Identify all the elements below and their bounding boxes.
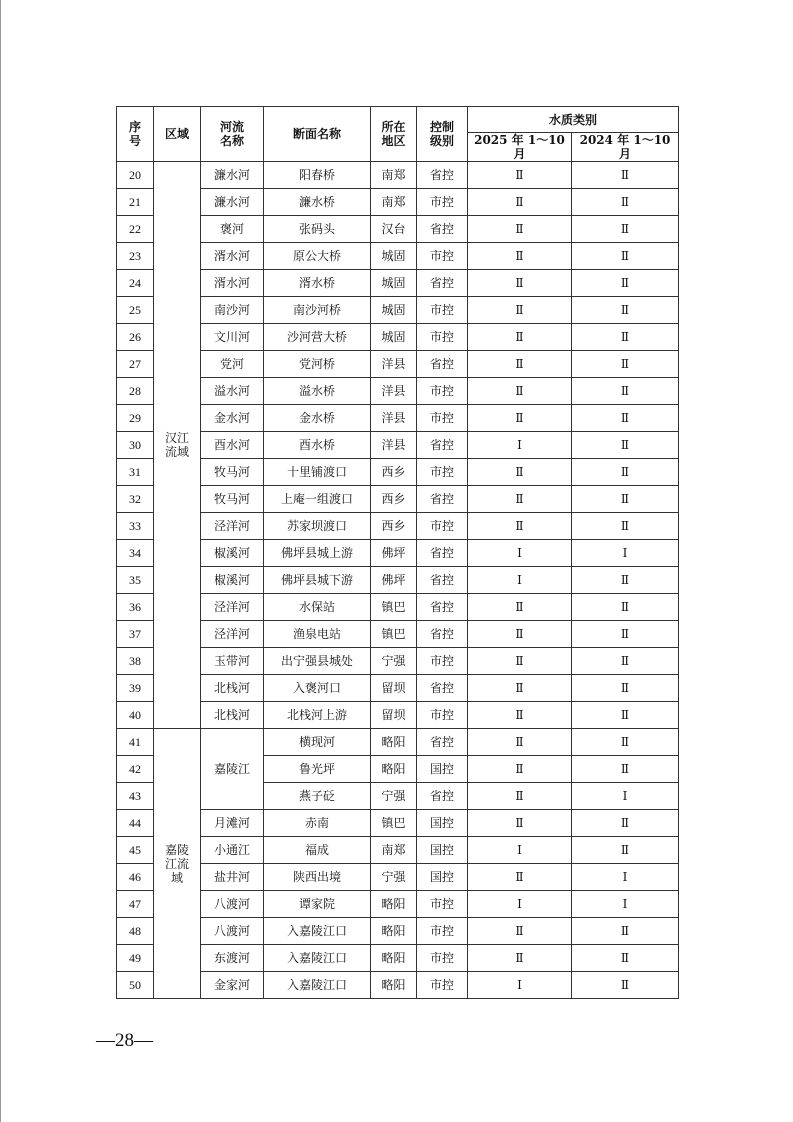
header-period-2025: 2025 年 1～10 月 bbox=[468, 133, 572, 162]
row-number: 26 bbox=[117, 324, 154, 351]
section-cell: 原公大桥 bbox=[264, 243, 371, 270]
location-cell: 城固 bbox=[371, 297, 417, 324]
control-cell: 市控 bbox=[417, 891, 468, 918]
quality-2024-cell: Ⅱ bbox=[572, 513, 679, 540]
quality-2025-cell: Ⅱ bbox=[468, 405, 572, 432]
location-cell: 宁强 bbox=[371, 864, 417, 891]
river-cell: 椒溪河 bbox=[201, 540, 264, 567]
river-cell: 溢水河 bbox=[201, 378, 264, 405]
header-river bbox=[201, 107, 264, 162]
row-number: 28 bbox=[117, 378, 154, 405]
quality-2024-cell: Ⅱ bbox=[572, 918, 679, 945]
row-number: 24 bbox=[117, 270, 154, 297]
location-cell: 宁强 bbox=[371, 648, 417, 675]
header-control-line-2: 级别 bbox=[429, 134, 454, 148]
section-cell: 入嘉陵江口 bbox=[264, 945, 371, 972]
quality-2025-cell: Ⅰ bbox=[468, 837, 572, 864]
row-number: 21 bbox=[117, 189, 154, 216]
row-number: 38 bbox=[117, 648, 154, 675]
header-section: 断面名称 bbox=[264, 107, 371, 162]
section-cell: 谭家院 bbox=[264, 891, 371, 918]
quality-2025-cell: Ⅱ bbox=[468, 270, 572, 297]
river-cell: 湑水河 bbox=[201, 243, 264, 270]
quality-2024-cell: Ⅱ bbox=[572, 648, 679, 675]
quality-2024-cell: Ⅱ bbox=[572, 972, 679, 999]
section-cell: 濂水桥 bbox=[264, 189, 371, 216]
control-cell: 省控 bbox=[417, 540, 468, 567]
location-cell: 洋县 bbox=[371, 378, 417, 405]
quality-2025-cell: Ⅱ bbox=[468, 324, 572, 351]
location-cell: 城固 bbox=[371, 243, 417, 270]
table-row bbox=[117, 351, 679, 378]
quality-2024-cell: Ⅰ bbox=[572, 783, 679, 810]
page-number: —28— bbox=[96, 1030, 153, 1051]
region-line: 江流 bbox=[164, 856, 189, 871]
row-number: 48 bbox=[117, 918, 154, 945]
section-cell: 沙河营大桥 bbox=[264, 324, 371, 351]
location-cell: 西乡 bbox=[371, 486, 417, 513]
location-cell: 镇巴 bbox=[371, 594, 417, 621]
quality-2024-cell: Ⅰ bbox=[572, 891, 679, 918]
section-cell: 北栈河上游 bbox=[264, 702, 371, 729]
row-number: 43 bbox=[117, 783, 154, 810]
quality-2024-cell: Ⅱ bbox=[572, 810, 679, 837]
control-cell: 市控 bbox=[417, 324, 468, 351]
quality-2025-cell: Ⅱ bbox=[468, 162, 572, 189]
quality-2025-cell: Ⅱ bbox=[468, 189, 572, 216]
quality-2025-cell: Ⅰ bbox=[468, 891, 572, 918]
region-line: 流域 bbox=[164, 445, 189, 459]
quality-2024-cell: Ⅱ bbox=[572, 594, 679, 621]
quality-2024-cell: Ⅱ bbox=[572, 945, 679, 972]
header-period-2024: 2024 年 1～10 月 bbox=[572, 133, 679, 162]
location-cell: 南郑 bbox=[371, 837, 417, 864]
location-cell: 佛坪 bbox=[371, 540, 417, 567]
river-cell: 八渡河 bbox=[201, 918, 264, 945]
quality-2024-cell: Ⅱ bbox=[572, 162, 679, 189]
river-cell: 泾洋河 bbox=[201, 621, 264, 648]
row-number: 44 bbox=[117, 810, 154, 837]
row-number: 39 bbox=[117, 675, 154, 702]
section-cell: 党河桥 bbox=[264, 351, 371, 378]
control-cell: 省控 bbox=[417, 567, 468, 594]
section-cell: 入嘉陵江口 bbox=[264, 918, 371, 945]
location-cell: 洋县 bbox=[371, 432, 417, 459]
quality-2024-cell: Ⅰ bbox=[572, 864, 679, 891]
quality-2024-cell: Ⅱ bbox=[572, 243, 679, 270]
quality-2024-cell: Ⅱ bbox=[572, 378, 679, 405]
quality-2025-cell: Ⅱ bbox=[468, 216, 572, 243]
region-cell-hanjiang bbox=[154, 162, 201, 729]
quality-2024-cell: Ⅱ bbox=[572, 621, 679, 648]
row-number: 42 bbox=[117, 756, 154, 783]
river-cell: 酉水河 bbox=[201, 432, 264, 459]
table-row bbox=[117, 270, 679, 297]
quality-2025-cell: Ⅰ bbox=[468, 540, 572, 567]
control-cell: 省控 bbox=[417, 621, 468, 648]
location-cell: 留坝 bbox=[371, 675, 417, 702]
control-cell: 省控 bbox=[417, 594, 468, 621]
quality-2025-cell: Ⅱ bbox=[468, 621, 572, 648]
quality-2024-cell: Ⅱ bbox=[572, 675, 679, 702]
control-cell: 市控 bbox=[417, 189, 468, 216]
header-seq bbox=[117, 107, 154, 162]
table-body bbox=[117, 162, 679, 999]
section-cell: 湑水桥 bbox=[264, 270, 371, 297]
section-cell: 南沙河桥 bbox=[264, 297, 371, 324]
river-cell: 濂水河 bbox=[201, 189, 264, 216]
quality-2024-cell: Ⅱ bbox=[572, 405, 679, 432]
river-cell: 泾洋河 bbox=[201, 513, 264, 540]
quality-2025-cell: Ⅱ bbox=[468, 486, 572, 513]
row-number: 45 bbox=[117, 837, 154, 864]
location-cell: 略阳 bbox=[371, 729, 417, 756]
table-row bbox=[117, 567, 679, 594]
location-cell: 西乡 bbox=[371, 459, 417, 486]
river-cell: 东渡河 bbox=[201, 945, 264, 972]
control-cell: 市控 bbox=[417, 459, 468, 486]
river-cell: 濂水河 bbox=[201, 162, 264, 189]
row-number: 25 bbox=[117, 297, 154, 324]
water-quality-table bbox=[116, 106, 679, 999]
section-cell: 燕子砭 bbox=[264, 783, 371, 810]
quality-2025-cell: Ⅱ bbox=[468, 756, 572, 783]
table-row bbox=[117, 405, 679, 432]
river-cell: 小通江 bbox=[201, 837, 264, 864]
table-row bbox=[117, 837, 679, 864]
section-cell: 出宁强县城处 bbox=[264, 648, 371, 675]
table-row bbox=[117, 297, 679, 324]
quality-2025-cell: Ⅱ bbox=[468, 675, 572, 702]
control-cell: 市控 bbox=[417, 297, 468, 324]
table-row bbox=[117, 324, 679, 351]
table-row bbox=[117, 162, 679, 189]
control-cell: 省控 bbox=[417, 783, 468, 810]
control-cell: 省控 bbox=[417, 216, 468, 243]
river-cell: 玉带河 bbox=[201, 648, 264, 675]
location-cell: 南郑 bbox=[371, 162, 417, 189]
section-cell: 溢水桥 bbox=[264, 378, 371, 405]
table-row bbox=[117, 189, 679, 216]
quality-2025-cell: Ⅱ bbox=[468, 378, 572, 405]
section-cell: 苏家坝渡口 bbox=[264, 513, 371, 540]
region-line: 汉江 bbox=[164, 431, 189, 445]
table-row bbox=[117, 972, 679, 999]
control-cell: 省控 bbox=[417, 729, 468, 756]
section-cell: 佛坪县城上游 bbox=[264, 540, 371, 567]
location-cell: 略阳 bbox=[371, 918, 417, 945]
quality-2025-cell: Ⅰ bbox=[468, 567, 572, 594]
section-cell: 鲁光坪 bbox=[264, 756, 371, 783]
table-row bbox=[117, 675, 679, 702]
river-cell: 八渡河 bbox=[201, 891, 264, 918]
control-cell: 市控 bbox=[417, 918, 468, 945]
river-cell: 南沙河 bbox=[201, 297, 264, 324]
row-number: 20 bbox=[117, 162, 154, 189]
table-row bbox=[117, 918, 679, 945]
row-number: 29 bbox=[117, 405, 154, 432]
location-cell: 宁强 bbox=[371, 783, 417, 810]
table-row bbox=[117, 945, 679, 972]
section-cell: 陕西出境 bbox=[264, 864, 371, 891]
quality-2024-cell: Ⅱ bbox=[572, 729, 679, 756]
section-cell: 赤南 bbox=[264, 810, 371, 837]
river-cell: 椒溪河 bbox=[201, 567, 264, 594]
table-row bbox=[117, 621, 679, 648]
row-number: 40 bbox=[117, 702, 154, 729]
section-cell: 佛坪县城下游 bbox=[264, 567, 371, 594]
row-number: 36 bbox=[117, 594, 154, 621]
row-number: 33 bbox=[117, 513, 154, 540]
header-quality: 水质类别 bbox=[468, 107, 679, 133]
location-cell: 略阳 bbox=[371, 756, 417, 783]
location-cell: 城固 bbox=[371, 324, 417, 351]
location-cell: 镇巴 bbox=[371, 621, 417, 648]
section-cell: 入褒河口 bbox=[264, 675, 371, 702]
control-cell: 市控 bbox=[417, 945, 468, 972]
quality-2025-cell: Ⅱ bbox=[468, 243, 572, 270]
control-cell: 国控 bbox=[417, 864, 468, 891]
table-row bbox=[117, 459, 679, 486]
table-row bbox=[117, 216, 679, 243]
header-region: 区域 bbox=[154, 107, 201, 162]
row-number: 22 bbox=[117, 216, 154, 243]
table-row bbox=[117, 891, 679, 918]
quality-2024-cell: Ⅱ bbox=[572, 270, 679, 297]
control-cell: 省控 bbox=[417, 675, 468, 702]
quality-2024-cell: Ⅱ bbox=[572, 351, 679, 378]
river-cell: 褒河 bbox=[201, 216, 264, 243]
river-cell: 牧马河 bbox=[201, 486, 264, 513]
table-row bbox=[117, 243, 679, 270]
section-cell: 水保站 bbox=[264, 594, 371, 621]
table-row bbox=[117, 486, 679, 513]
control-cell: 市控 bbox=[417, 648, 468, 675]
row-number: 49 bbox=[117, 945, 154, 972]
table-row bbox=[117, 513, 679, 540]
header-control-line-1: 控制 bbox=[429, 120, 454, 134]
row-number: 50 bbox=[117, 972, 154, 999]
table-row bbox=[117, 810, 679, 837]
quality-2024-cell: Ⅱ bbox=[572, 189, 679, 216]
table-row bbox=[117, 864, 679, 891]
control-cell: 市控 bbox=[417, 405, 468, 432]
region-cell-jialing bbox=[154, 729, 201, 999]
quality-2024-cell: Ⅱ bbox=[572, 297, 679, 324]
quality-2025-cell: Ⅱ bbox=[468, 783, 572, 810]
row-number: 30 bbox=[117, 432, 154, 459]
row-number: 41 bbox=[117, 729, 154, 756]
location-cell: 佛坪 bbox=[371, 567, 417, 594]
river-cell: 泾洋河 bbox=[201, 594, 264, 621]
section-cell: 酉水桥 bbox=[264, 432, 371, 459]
river-cell: 党河 bbox=[201, 351, 264, 378]
location-cell: 南郑 bbox=[371, 189, 417, 216]
header-location bbox=[371, 107, 417, 162]
table-row bbox=[117, 702, 679, 729]
quality-2025-cell: Ⅱ bbox=[468, 594, 572, 621]
control-cell: 省控 bbox=[417, 162, 468, 189]
quality-2025-cell: Ⅱ bbox=[468, 648, 572, 675]
quality-2024-cell: Ⅱ bbox=[572, 432, 679, 459]
row-number: 32 bbox=[117, 486, 154, 513]
river-cell: 湑水河 bbox=[201, 270, 264, 297]
table-row bbox=[117, 540, 679, 567]
row-number: 27 bbox=[117, 351, 154, 378]
row-number: 46 bbox=[117, 864, 154, 891]
quality-2024-cell: Ⅱ bbox=[572, 837, 679, 864]
location-cell: 略阳 bbox=[371, 891, 417, 918]
quality-2025-cell: Ⅱ bbox=[468, 513, 572, 540]
table-row bbox=[117, 648, 679, 675]
control-cell: 市控 bbox=[417, 243, 468, 270]
table-row bbox=[117, 378, 679, 405]
quality-2025-cell: Ⅰ bbox=[468, 972, 572, 999]
quality-2024-cell: Ⅱ bbox=[572, 324, 679, 351]
quality-2025-cell: Ⅱ bbox=[468, 729, 572, 756]
header-location-line-2: 地区 bbox=[381, 134, 406, 148]
river-cell: 北栈河 bbox=[201, 702, 264, 729]
quality-2024-cell: Ⅱ bbox=[572, 702, 679, 729]
quality-2024-cell: Ⅱ bbox=[572, 486, 679, 513]
quality-2025-cell: Ⅰ bbox=[468, 432, 572, 459]
quality-2025-cell: Ⅱ bbox=[468, 864, 572, 891]
control-cell: 国控 bbox=[417, 837, 468, 864]
header-river-line-1: 河流 bbox=[219, 120, 244, 134]
quality-2025-cell: Ⅱ bbox=[468, 351, 572, 378]
region-line: 域 bbox=[170, 870, 183, 885]
river-cell: 文川河 bbox=[201, 324, 264, 351]
table-row bbox=[117, 432, 679, 459]
quality-2025-cell: Ⅱ bbox=[468, 945, 572, 972]
section-cell: 渔泉电站 bbox=[264, 621, 371, 648]
quality-2024-cell: Ⅱ bbox=[572, 567, 679, 594]
header-control bbox=[417, 107, 468, 162]
section-cell: 张码头 bbox=[264, 216, 371, 243]
table-row bbox=[117, 594, 679, 621]
river-cell: 北栈河 bbox=[201, 675, 264, 702]
location-cell: 镇巴 bbox=[371, 810, 417, 837]
table-row bbox=[117, 729, 679, 756]
row-number: 31 bbox=[117, 459, 154, 486]
river-cell: 牧马河 bbox=[201, 459, 264, 486]
quality-2024-cell: Ⅰ bbox=[572, 540, 679, 567]
location-cell: 略阳 bbox=[371, 945, 417, 972]
location-cell: 留坝 bbox=[371, 702, 417, 729]
header-seq-char-1: 序 bbox=[128, 120, 141, 134]
row-number: 34 bbox=[117, 540, 154, 567]
river-cell: 金家河 bbox=[201, 972, 264, 999]
control-cell: 省控 bbox=[417, 432, 468, 459]
control-cell: 国控 bbox=[417, 756, 468, 783]
section-cell: 入嘉陵江口 bbox=[264, 972, 371, 999]
header-seq-char-2: 号 bbox=[128, 134, 141, 148]
quality-2025-cell: Ⅱ bbox=[468, 702, 572, 729]
control-cell: 市控 bbox=[417, 378, 468, 405]
quality-2024-cell: Ⅱ bbox=[572, 216, 679, 243]
control-cell: 省控 bbox=[417, 351, 468, 378]
control-cell: 省控 bbox=[417, 486, 468, 513]
quality-2025-cell: Ⅱ bbox=[468, 459, 572, 486]
location-cell: 洋县 bbox=[371, 351, 417, 378]
location-cell: 西乡 bbox=[371, 513, 417, 540]
control-cell: 国控 bbox=[417, 810, 468, 837]
river-cell-merged: 嘉陵江 bbox=[201, 729, 264, 810]
header-river-line-2: 名称 bbox=[219, 134, 244, 148]
quality-2025-cell: Ⅱ bbox=[468, 918, 572, 945]
row-number: 35 bbox=[117, 567, 154, 594]
location-cell: 汉台 bbox=[371, 216, 417, 243]
section-cell: 金水桥 bbox=[264, 405, 371, 432]
header-location-line-1: 所在 bbox=[381, 120, 406, 134]
location-cell: 城固 bbox=[371, 270, 417, 297]
section-cell: 阳春桥 bbox=[264, 162, 371, 189]
row-number: 23 bbox=[117, 243, 154, 270]
control-cell: 市控 bbox=[417, 702, 468, 729]
section-cell: 横现河 bbox=[264, 729, 371, 756]
river-cell: 月滩河 bbox=[201, 810, 264, 837]
section-cell: 福成 bbox=[264, 837, 371, 864]
page-edge-line bbox=[0, 0, 1, 1122]
river-cell: 盐井河 bbox=[201, 864, 264, 891]
quality-2025-cell: Ⅱ bbox=[468, 297, 572, 324]
control-cell: 市控 bbox=[417, 513, 468, 540]
quality-2024-cell: Ⅱ bbox=[572, 756, 679, 783]
section-cell: 十里铺渡口 bbox=[264, 459, 371, 486]
header-row-1 bbox=[117, 107, 679, 133]
section-cell: 上庵一组渡口 bbox=[264, 486, 371, 513]
location-cell: 洋县 bbox=[371, 405, 417, 432]
quality-2025-cell: Ⅱ bbox=[468, 810, 572, 837]
row-number: 37 bbox=[117, 621, 154, 648]
control-cell: 市控 bbox=[417, 972, 468, 999]
river-cell: 金水河 bbox=[201, 405, 264, 432]
control-cell: 省控 bbox=[417, 270, 468, 297]
quality-2024-cell: Ⅱ bbox=[572, 459, 679, 486]
region-line: 嘉陵 bbox=[164, 842, 189, 857]
location-cell: 略阳 bbox=[371, 972, 417, 999]
row-number: 47 bbox=[117, 891, 154, 918]
